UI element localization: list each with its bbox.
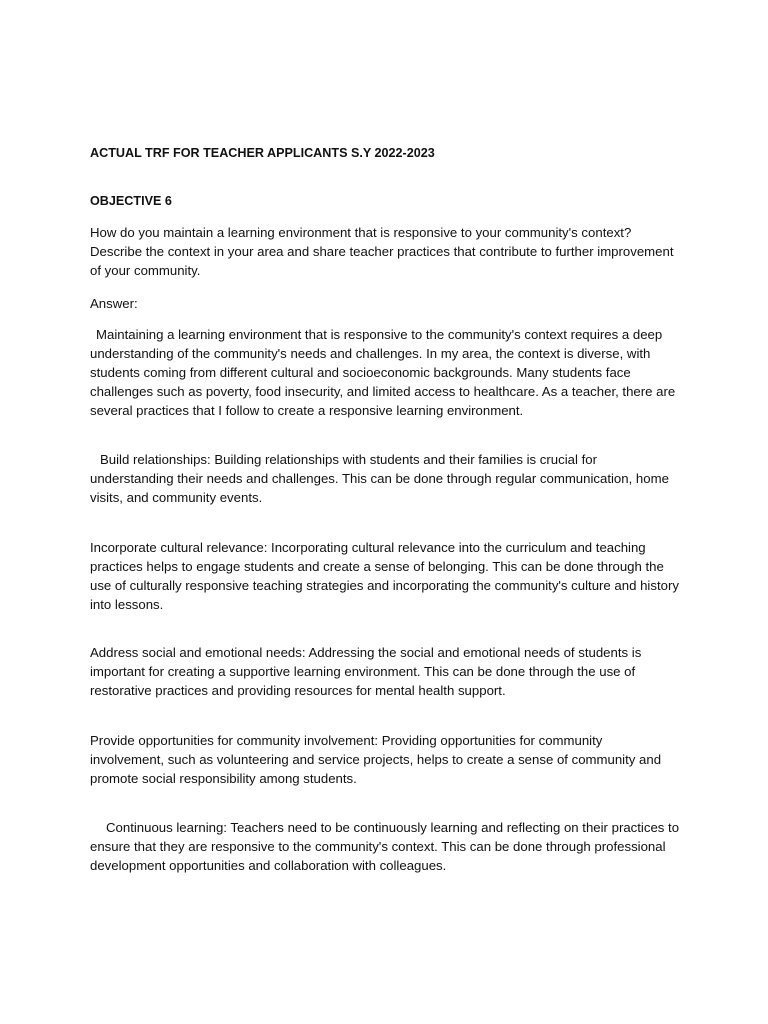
practice-continuous-learning: Continuous learning: Teachers need to be continuously learning and reflecting on their practices to ensure that they are responsive to the community's context. This can be done through professional development opportunities and collaboration with colleagues. [90, 820, 680, 873]
document-title: ACTUAL TRF FOR TEACHER APPLICANTS S.Y 2022-2023 [90, 146, 435, 160]
objective-heading: OBJECTIVE 6 [90, 194, 172, 208]
question-paragraph: How do you maintain a learning environment that is responsive to your community's context? Describe the context in your area and share teacher practices that contribute to further improvement of your community. [90, 225, 674, 278]
answer-intro-paragraph: Maintaining a learning environment that is responsive to the community's context requires a deep understanding of the community's needs and challenges. In my area, the context is diverse, with students coming from different cultural and socioeconomic backgrounds. Many students face challenges such as poverty, food insecurity, and limited access to healthcare. As a teacher, there are several practices that I follow to create a responsive learning environment. [90, 327, 676, 418]
practice-build-relationships: Build relationships: Building relationships with students and their families is crucial for understanding their needs and challenges. This can be done through regular communication, home visits, and community events. [90, 452, 669, 505]
answer-label: Answer: [90, 296, 138, 311]
practice-social-emotional-needs: Address social and emotional needs: Addressing the social and emotional needs of students is important for creating a supportive learning environment. This can be done through the use of restorative practices and providing resources for mental health support. [90, 645, 642, 698]
practice-community-involvement: Provide opportunities for community involvement: Providing opportunities for community involvement, such as volunteering and service projects, helps to create a sense of community and promote social responsibility among students. [90, 733, 662, 786]
practice-cultural-relevance: Incorporate cultural relevance: Incorporating cultural relevance into the curriculum and teaching practices helps to engage students and create a sense of belonging. This can be done through the use of culturally responsive teaching strategies and incorporating the community's culture and history into lessons. [90, 540, 679, 612]
